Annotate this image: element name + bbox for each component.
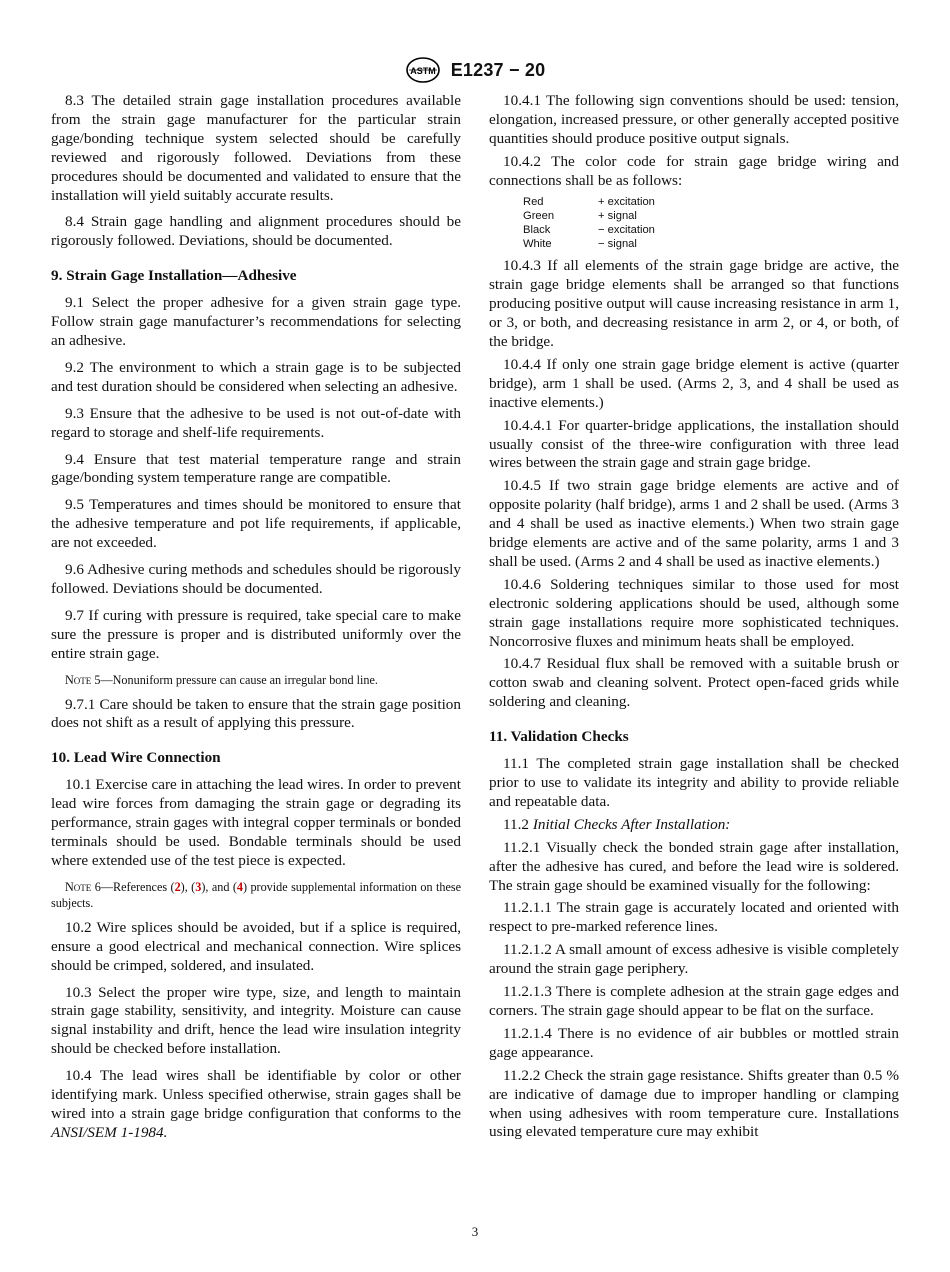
para-10-4-7: 10.4.7 Residual flux shall be removed with a suitable brush or cotton swab and cleaning solvent. Protect open-faced grids while soldering and cleaning. bbox=[489, 655, 899, 711]
para-11-2-1-2: 11.2.1.2 A small amount of excess adhesive is visible completely around the strain gage periphery. bbox=[489, 941, 899, 978]
para-10-4-text: 10.4 The lead wires shall be identifiable by color or other identifying mark. Unless specified otherwise, strain gages shall be wired into a strain gage bridge configuration that conforms to the bbox=[51, 1067, 461, 1122]
para-9-7: 9.7 If curing with pressure is required, take special care to make sure the pressure is proper and is distributed uniformly over the entire strain gage. bbox=[51, 606, 461, 662]
note-6-text-b: ), ( bbox=[180, 879, 196, 894]
para-9-1: 9.1 Select the proper adhesive for a given strain gage type. Follow strain gage manufacturer’s recommendations for selecting an adhesive. bbox=[51, 294, 461, 349]
para-10-4-4: 10.4.4 If only one strain gage bridge element is active (quarter bridge), arm 1 shall be used. (Arms 2, 3, and 4 shall be used as inactive elements.) bbox=[489, 355, 899, 411]
para-10-4-6: 10.4.6 Soldering techniques similar to those used for most electronic soldering applications should be used, although some strain gage installations require more sophisticated techniques. Noncorrosive fluxes and minimum heats shall be employed. bbox=[489, 575, 899, 650]
para-11-2-1-4: 11.2.1.4 There is no evidence of air bubbles or mottled strain gage appearance. bbox=[489, 1024, 899, 1061]
section-10-heading: 10. Lead Wire Connection bbox=[51, 749, 221, 767]
astm-logo-icon bbox=[405, 56, 441, 84]
reference-link-2[interactable]: 2 bbox=[174, 879, 181, 894]
para-9-7-1: 9.7.1 Care should be taken to ensure that the strain gage position does not shift as a result of applying this pressure. bbox=[51, 695, 461, 732]
left-column bbox=[51, 92, 461, 1151]
color-meaning: + excitation bbox=[598, 195, 655, 208]
para-9-2: 9.2 The environment to which a strain gage is to be subjected and test duration should be considered when selecting an adhesive. bbox=[51, 358, 461, 395]
para-10-4-4-1: 10.4.4.1 For quarter-bridge applications, the installation should usually consist of the three-wire configuration with three lead wires between the strain gage and strain gage bridge. bbox=[489, 416, 899, 472]
color-name: White bbox=[523, 238, 552, 251]
page-number: 3 bbox=[471, 1224, 479, 1239]
color-meaning: − signal bbox=[598, 238, 637, 251]
section-9-heading: 9. Strain Gage Installation—Adhesive bbox=[51, 267, 297, 285]
para-10-3: 10.3 Select the proper wire type, size, and length to maintain strain gage stability, sensitivity, and integrity. Moisture can cause signal instability and drift, hence the lead wire insulation integrity should be checked before installation. bbox=[51, 983, 461, 1058]
para-10-4 bbox=[51, 1067, 461, 1143]
section-11-heading: 11. Validation Checks bbox=[489, 728, 629, 746]
para-11-2-title: Initial Checks After Installation: bbox=[532, 815, 731, 833]
para-10-4-5: 10.4.5 If two strain gage bridge elements are active and of opposite polarity (half bridge), arms 1 and 2 shall be used. (Arms 3 and 4 shall be used as inactive elements.) When two strain gage bridge elements are active and of the same polarity, arms 1 and 3 shall be used. (Arms 2 and 4 shall be used as inactive elements.) bbox=[489, 477, 899, 570]
para-10-4-1: 10.4.1 The following sign conventions should be used: tension, elongation, increased pressure, or other generally accepted positive quantities should produce positive output signals. bbox=[489, 92, 899, 147]
para-8-4: 8.4 Strain gage handling and alignment procedures should be rigorously followed. Deviations, should be documented. bbox=[51, 213, 461, 250]
para-9-4: 9.4 Ensure that test material temperature range and strain gage/bonding system temperature range are compatible. bbox=[51, 450, 461, 487]
note-6-label: Note 6 bbox=[65, 879, 101, 894]
para-8-3: 8.3 The detailed strain gage installation procedures available from the strain gage manufacturer for the particular strain gage/bonding technique system selected should be carefully reviewed and rigorously followed. Deviations from these procedures should be documented and validated to ensure that the installation will yield suitably accurate results. bbox=[51, 92, 461, 204]
para-9-3: 9.3 Ensure that the adhesive to be used is not out-of-date with regard to storage and shelf-life requirements. bbox=[51, 404, 461, 441]
color-name: Red bbox=[523, 195, 544, 208]
para-11-2-1-1: 11.2.1.1 The strain gage is accurately located and oriented with respect to pre-marked reference lines. bbox=[489, 899, 899, 936]
para-11-2-1: 11.2.1 Visually check the bonded strain gage after installation, after the adhesive has cured, and before the lead wire is soldered. The strain gage should be examined visually for the following: bbox=[489, 838, 899, 894]
para-10-4-2: 10.4.2 The color code for strain gage bridge wiring and connections shall be as follows: bbox=[489, 152, 899, 189]
note-6-text-a: —References ( bbox=[100, 879, 175, 894]
right-column bbox=[489, 92, 899, 1146]
reference-link-4[interactable]: 4 bbox=[236, 879, 243, 894]
para-11-2 bbox=[489, 816, 899, 835]
color-meaning: + signal bbox=[598, 209, 637, 222]
color-meaning: − excitation bbox=[598, 223, 655, 236]
para-10-2: 10.2 Wire splices should be avoided, but if a splice is required, ensure a good electrical and mechanical connection. Wire splices should be crimped, soldered, and insulated. bbox=[51, 918, 461, 974]
note-5-label: Note 5 bbox=[65, 672, 101, 687]
para-11-2-1-3: 11.2.1.3 There is complete adhesion at the strain gage edges and corners. The strain gage should appear to be flat on the surface. bbox=[489, 983, 899, 1019]
para-11-2-number: 11.2 bbox=[503, 815, 533, 833]
para-10-4-3: 10.4.3 If all elements of the strain gage bridge are active, the strain gage bridge elements shall be arranged so that functions producing positive output will cause increasing resistance in arm 1, or 3, or both, and decreasing resistance in arm 2, or 4, or both, of the bridge. bbox=[489, 257, 899, 350]
color-code-row bbox=[523, 195, 899, 209]
color-name: Black bbox=[523, 223, 551, 236]
note-6 bbox=[51, 879, 461, 911]
para-10-1: 10.1 Exercise care in attaching the lead wires. In order to prevent lead wire forces from damaging the strain gage or degrading its performance, strain gages with integral copper terminals or bonded terminals should be used. Bondable terminals should be used where extended use of the test piece is expected. bbox=[51, 776, 461, 869]
color-code-row bbox=[523, 209, 899, 223]
astm-logo-text: ASTM bbox=[409, 66, 436, 76]
note-5 bbox=[51, 672, 461, 688]
color-code-row bbox=[523, 237, 899, 251]
para-9-6: 9.6 Adhesive curing methods and schedules should be rigorously followed. Deviations should be documented. bbox=[51, 561, 461, 597]
color-code-row bbox=[523, 223, 899, 237]
reference-link-3[interactable]: 3 bbox=[195, 879, 202, 894]
document-designation: E1237 − 20 bbox=[450, 59, 546, 80]
note-6-text-c: ), and ( bbox=[201, 879, 237, 894]
para-11-1: 11.1 The completed strain gage installation shall be checked prior to use to validate its integrity and ability to provide reliable and repeatable data. bbox=[489, 755, 899, 810]
note-5-text: —Nonuniform pressure can cause an irregular bond line. bbox=[100, 672, 378, 687]
color-code-table bbox=[523, 195, 899, 252]
note-6-text-d: ) provide supplemental information on these subjects. bbox=[51, 879, 462, 910]
page-header bbox=[0, 56, 950, 84]
color-name: Green bbox=[523, 209, 555, 222]
ansi-standard-ref: ANSI/SEM 1-1984. bbox=[51, 1123, 168, 1141]
para-9-5: 9.5 Temperatures and times should be monitored to ensure that the adhesive temperature and pot life requirements, if applicable, are not exceeded. bbox=[51, 496, 461, 552]
para-11-2-2: 11.2.2 Check the strain gage resistance. Shifts greater than 0.5 % are indicative of damage due to improper handling or clamping when using adhesives with room temperature cure. Installations using elevated temperature cure may exhibit bbox=[489, 1066, 899, 1141]
